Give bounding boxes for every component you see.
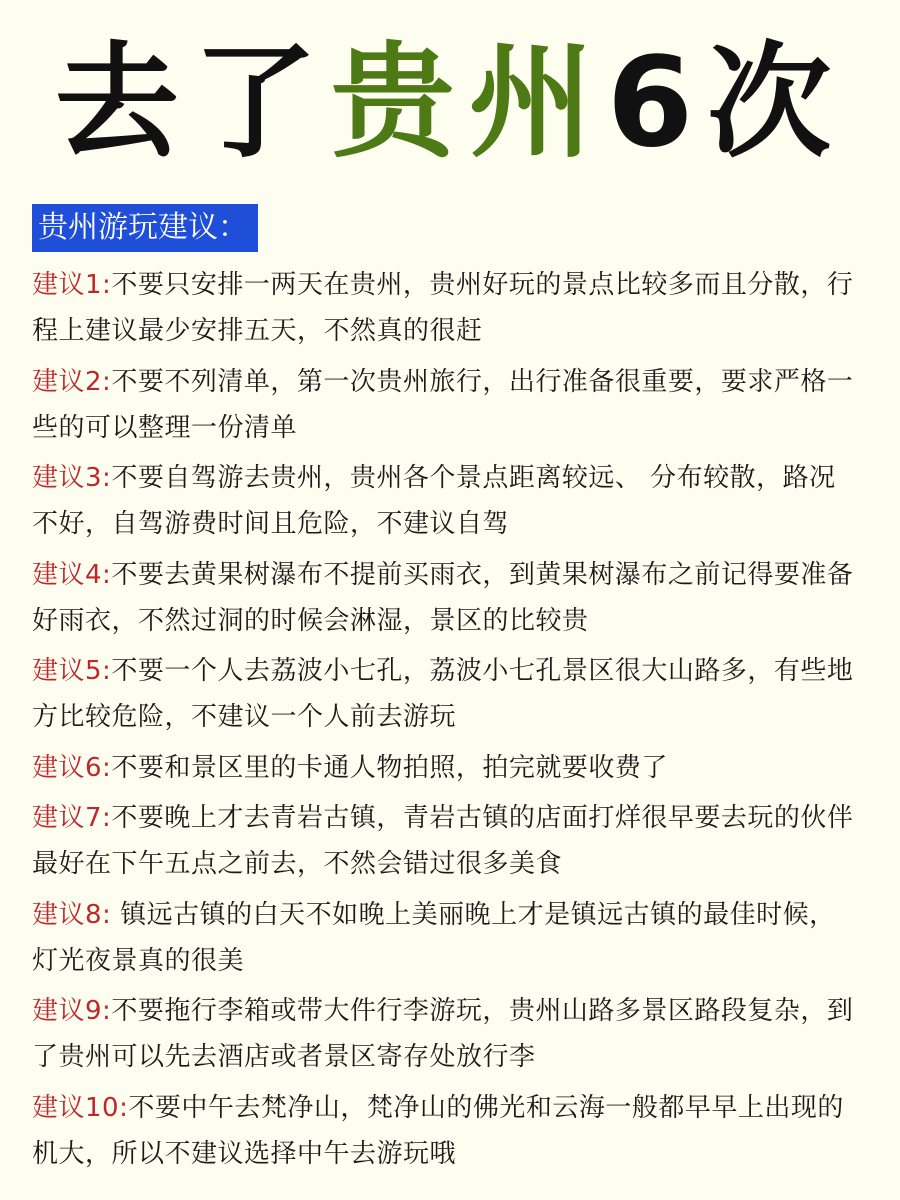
advice-label-2: 建议2: bbox=[32, 366, 112, 397]
advice-item-2 bbox=[32, 359, 862, 451]
advice-text-9: 不要拖行李箱或带大件行李游玩，贵州山路多景区路段复杂，到了贵州可以先去酒店或者景区寄存处放行李 bbox=[32, 996, 854, 1072]
advice-label-6: 建议6: bbox=[32, 752, 112, 783]
advice-label-10: 建议10: bbox=[32, 1092, 129, 1123]
advice-label-3: 建议3: bbox=[32, 463, 112, 493]
advice-list bbox=[32, 262, 862, 1181]
advice-text-4: 不要去黄果树瀑布不提前买雨衣，到黄果树瀑布之前记得要准备好雨衣，不然过洞的时候会淋湿，景区的比较贵 bbox=[32, 559, 854, 636]
advice-item-3 bbox=[32, 455, 862, 547]
advice-text-2: 不要不列清单，第一次贵州旅行，出行准备很重要，要求严格一些的可以整理一份清单 bbox=[32, 366, 854, 443]
advice-text-7: 不要晚上才去青岩古镇，青岩古镇的店面打烊很早要去玩的伙伴最好在下午五点之前去，不然会错过很多美食 bbox=[32, 803, 854, 879]
advice-item-9 bbox=[32, 988, 862, 1080]
advice-text-3: 不要自驾游去贵州，贵州各个景点距离较远、 分布较散，路况不好，自驾游费时间且危险，不建议自驾 bbox=[32, 463, 836, 539]
advice-item-7 bbox=[32, 795, 862, 887]
title-part-1: 去了 bbox=[54, 31, 331, 175]
advice-label-7: 建议7: bbox=[32, 803, 112, 833]
advice-label-5: 建议5: bbox=[32, 656, 112, 686]
advice-item-6 bbox=[32, 745, 862, 791]
advice-item-1 bbox=[32, 262, 862, 354]
advice-text-6: 不要和景区里的卡通人物拍照，拍完就要收费了 bbox=[111, 752, 668, 783]
advice-item-5 bbox=[32, 648, 862, 740]
section-label: 贵州游玩建议： bbox=[32, 204, 258, 252]
advice-item-8 bbox=[32, 892, 862, 984]
advice-item-10 bbox=[32, 1085, 862, 1177]
page-title bbox=[0, 18, 900, 188]
advice-text-8: 镇远古镇的白天不如晚上美丽晚上才是镇远古镇的最佳时候，灯光夜景真的很美 bbox=[32, 899, 836, 976]
title-part-3: 6次 bbox=[606, 31, 846, 175]
advice-text-1: 不要只安排一两天在贵州，贵州好玩的景点比较多而且分散，行程上建议最少安排五天，不然真的很赶 bbox=[32, 270, 854, 346]
advice-text-10: 不要中午去梵净山，梵净山的佛光和云海一般都早早上出现的机大，所以不建议选择中午去游玩哦 bbox=[32, 1092, 844, 1169]
advice-label-8: 建议8: bbox=[32, 899, 112, 930]
advice-label-9: 建议9: bbox=[32, 996, 112, 1026]
advice-label-4: 建议4: bbox=[32, 559, 112, 590]
advice-text-5: 不要一个人去荔波小七孔，荔波小七孔景区很大山路多，有些地方比较危险，不建议一个人前去游玩 bbox=[32, 656, 854, 732]
title-part-2: 贵州 bbox=[330, 31, 607, 175]
advice-label-1: 建议1: bbox=[32, 270, 112, 300]
advice-item-4 bbox=[32, 552, 862, 644]
